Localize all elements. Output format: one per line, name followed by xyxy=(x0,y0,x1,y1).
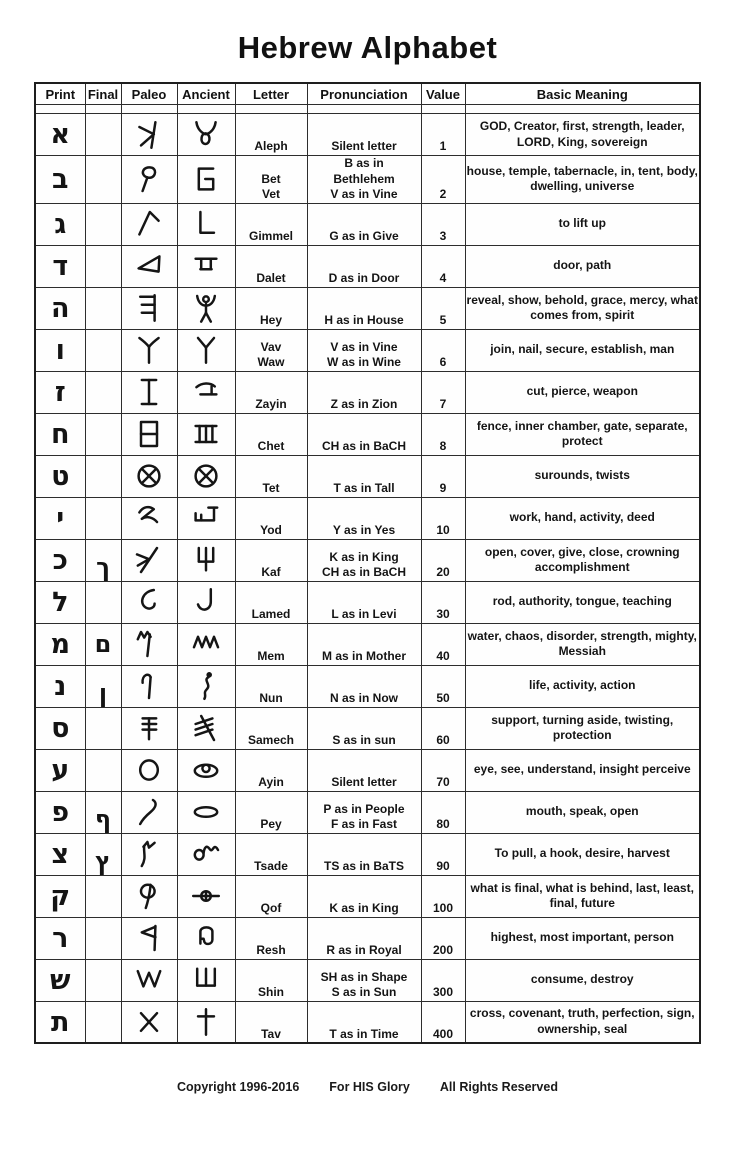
header-final: Final xyxy=(85,83,121,105)
print-letter: מ xyxy=(35,623,85,665)
samech-paleo-icon xyxy=(121,707,177,749)
final-letter-glyph: ץ xyxy=(95,847,111,876)
letter-name: Vav Waw xyxy=(235,329,307,371)
pronunciation: M as in Mother xyxy=(307,623,421,665)
table-row xyxy=(35,371,700,413)
mem-paleo-icon xyxy=(121,623,177,665)
nun-paleo-icon xyxy=(121,665,177,707)
pronunciation: D as in Door xyxy=(307,245,421,287)
table-row xyxy=(35,707,700,749)
vav-paleo-icon xyxy=(121,329,177,371)
header-paleo: Paleo xyxy=(121,83,177,105)
kaf-paleo-icon xyxy=(121,539,177,581)
basic-meaning: what is final, what is behind, last, least, final, future xyxy=(465,875,700,917)
numeric-value: 60 xyxy=(421,707,465,749)
chet-ancient-icon xyxy=(177,413,235,455)
header-value: Value xyxy=(421,83,465,105)
table-row xyxy=(35,114,700,156)
final-letter-glyph: ם xyxy=(94,630,112,659)
print-letter: ת xyxy=(35,1001,85,1043)
basic-meaning: water, chaos, disorder, strength, mighty, Messiah xyxy=(465,623,700,665)
letter-name: Samech xyxy=(235,707,307,749)
final-letter xyxy=(85,791,121,833)
aleph-ancient-icon xyxy=(177,114,235,156)
numeric-value: 2 xyxy=(421,156,465,204)
resh-ancient-icon xyxy=(177,917,235,959)
final-letter xyxy=(85,749,121,791)
numeric-value: 50 xyxy=(421,665,465,707)
numeric-value: 3 xyxy=(421,203,465,245)
final-letter xyxy=(85,156,121,204)
pronunciation: T as in Tall xyxy=(307,455,421,497)
basic-meaning: reveal, show, behold, grace, mercy, what comes from, spirit xyxy=(465,287,700,329)
numeric-value: 100 xyxy=(421,875,465,917)
aleph-paleo-icon xyxy=(121,114,177,156)
letter-name: Kaf xyxy=(235,539,307,581)
print-letter: ה xyxy=(35,287,85,329)
print-letter: כ xyxy=(35,539,85,581)
vav-ancient-icon xyxy=(177,329,235,371)
resh-paleo-icon xyxy=(121,917,177,959)
print-letter: ש xyxy=(35,959,85,1001)
table-row xyxy=(35,203,700,245)
print-letter: ר xyxy=(35,917,85,959)
letter-name: Shin xyxy=(235,959,307,1001)
pronunciation: SH as in Shape S as in Sun xyxy=(307,959,421,1001)
letter-name: Nun xyxy=(235,665,307,707)
hey-ancient-icon xyxy=(177,287,235,329)
numeric-value: 200 xyxy=(421,917,465,959)
rights-text: All Rights Reserved xyxy=(439,1080,558,1095)
pronunciation: B as in Bethlehem V as in Vine xyxy=(307,156,421,204)
basic-meaning: consume, destroy xyxy=(465,959,700,1001)
final-letter xyxy=(85,581,121,623)
final-letter xyxy=(85,1001,121,1043)
final-letter xyxy=(85,959,121,1001)
letter-name: Tet xyxy=(235,455,307,497)
header-letter: Letter xyxy=(235,83,307,105)
letter-name: Resh xyxy=(235,917,307,959)
qof-ancient-icon xyxy=(177,875,235,917)
pronunciation: K as in King xyxy=(307,875,421,917)
numeric-value: 7 xyxy=(421,371,465,413)
print-letter: ח xyxy=(35,413,85,455)
tsade-paleo-icon xyxy=(121,833,177,875)
numeric-value: 6 xyxy=(421,329,465,371)
lamed-ancient-icon xyxy=(177,581,235,623)
ayin-ancient-icon xyxy=(177,749,235,791)
letter-name: Tav xyxy=(235,1001,307,1043)
basic-meaning: eye, see, understand, insight perceive xyxy=(465,749,700,791)
letter-name: Aleph xyxy=(235,114,307,156)
chet-paleo-icon xyxy=(121,413,177,455)
table-row xyxy=(35,833,700,875)
letter-name: Hey xyxy=(235,287,307,329)
header-basic-meaning: Basic Meaning xyxy=(465,83,700,105)
basic-meaning: highest, most important, person xyxy=(465,917,700,959)
final-letter xyxy=(85,114,121,156)
print-letter: נ xyxy=(35,665,85,707)
basic-meaning: cut, pierce, weapon xyxy=(465,371,700,413)
pronunciation: S as in sun xyxy=(307,707,421,749)
print-letter: צ xyxy=(35,833,85,875)
samech-ancient-icon xyxy=(177,707,235,749)
final-letter xyxy=(85,203,121,245)
numeric-value: 90 xyxy=(421,833,465,875)
print-letter: י xyxy=(35,497,85,539)
final-letter xyxy=(85,329,121,371)
tet-paleo-icon xyxy=(121,455,177,497)
shin-paleo-icon xyxy=(121,959,177,1001)
pronunciation: L as in Levi xyxy=(307,581,421,623)
tav-ancient-icon xyxy=(177,1001,235,1043)
final-letter xyxy=(85,833,121,875)
table-row xyxy=(35,497,700,539)
tav-paleo-icon xyxy=(121,1001,177,1043)
print-letter: ו xyxy=(35,329,85,371)
numeric-value: 70 xyxy=(421,749,465,791)
letter-name: Zayin xyxy=(235,371,307,413)
basic-meaning: support, turning aside, twisting, protection xyxy=(465,707,700,749)
final-letter xyxy=(85,707,121,749)
letter-name: Bet Vet xyxy=(235,156,307,204)
final-letter xyxy=(85,245,121,287)
table-row xyxy=(35,623,700,665)
pronunciation: G as in Give xyxy=(307,203,421,245)
pey-ancient-icon xyxy=(177,791,235,833)
numeric-value: 4 xyxy=(421,245,465,287)
numeric-value: 10 xyxy=(421,497,465,539)
numeric-value: 80 xyxy=(421,791,465,833)
lamed-paleo-icon xyxy=(121,581,177,623)
numeric-value: 40 xyxy=(421,623,465,665)
pronunciation: V as in Vine W as in Wine xyxy=(307,329,421,371)
pronunciation: Silent letter xyxy=(307,114,421,156)
final-letter xyxy=(85,623,121,665)
header-pronunciation: Pronunciation xyxy=(307,83,421,105)
nun-ancient-icon xyxy=(177,665,235,707)
numeric-value: 300 xyxy=(421,959,465,1001)
letter-name: Pey xyxy=(235,791,307,833)
basic-meaning: join, nail, secure, establish, man xyxy=(465,329,700,371)
numeric-value: 1 xyxy=(421,114,465,156)
letter-name: Yod xyxy=(235,497,307,539)
pronunciation: K as in King CH as in BaCH xyxy=(307,539,421,581)
final-letter xyxy=(85,875,121,917)
print-letter: ל xyxy=(35,581,85,623)
final-letter-glyph: ן xyxy=(98,679,108,708)
final-letter xyxy=(85,497,121,539)
print-letter: א xyxy=(35,114,85,156)
print-letter: ג xyxy=(35,203,85,245)
pronunciation: T as in Time xyxy=(307,1001,421,1043)
dalet-paleo-icon xyxy=(121,245,177,287)
copyright-text: Copyright 1996-2016 xyxy=(177,1080,300,1095)
table-row xyxy=(35,156,700,204)
basic-meaning: fence, inner chamber, gate, separate, protect xyxy=(465,413,700,455)
table-row xyxy=(35,959,700,1001)
basic-meaning: work, hand, activity, deed xyxy=(465,497,700,539)
gimmel-paleo-icon xyxy=(121,203,177,245)
table-row xyxy=(35,791,700,833)
numeric-value: 9 xyxy=(421,455,465,497)
mem-ancient-icon xyxy=(177,623,235,665)
final-letter-glyph: ף xyxy=(94,805,112,834)
letter-name: Ayin xyxy=(235,749,307,791)
letter-name: Gimmel xyxy=(235,203,307,245)
numeric-value: 5 xyxy=(421,287,465,329)
hebrew-alphabet-table xyxy=(34,82,701,1044)
basic-meaning: cross, covenant, truth, perfection, sign, ownership, seal xyxy=(465,1001,700,1043)
hey-paleo-icon xyxy=(121,287,177,329)
letter-name: Dalet xyxy=(235,245,307,287)
pronunciation: Z as in Zion xyxy=(307,371,421,413)
print-letter: ס xyxy=(35,707,85,749)
final-letter xyxy=(85,287,121,329)
letter-name: Tsade xyxy=(235,833,307,875)
print-letter: ב xyxy=(35,156,85,204)
kaf-ancient-icon xyxy=(177,539,235,581)
table-row xyxy=(35,539,700,581)
basic-meaning: house, temple, tabernacle, in, tent, body, dwelling, universe xyxy=(465,156,700,204)
dalet-ancient-icon xyxy=(177,245,235,287)
dedication-text: For HIS Glory xyxy=(329,1080,410,1095)
basic-meaning: surounds, twists xyxy=(465,455,700,497)
pronunciation: CH as in BaCH xyxy=(307,413,421,455)
basic-meaning: mouth, speak, open xyxy=(465,791,700,833)
yod-paleo-icon xyxy=(121,497,177,539)
header-row xyxy=(35,83,700,105)
gimmel-ancient-icon xyxy=(177,203,235,245)
copyright-line xyxy=(0,1080,735,1094)
bet-paleo-icon xyxy=(121,156,177,204)
table-row xyxy=(35,875,700,917)
table-row xyxy=(35,245,700,287)
print-letter: ד xyxy=(35,245,85,287)
numeric-value: 30 xyxy=(421,581,465,623)
zayin-paleo-icon xyxy=(121,371,177,413)
basic-meaning: life, activity, action xyxy=(465,665,700,707)
basic-meaning: open, cover, give, close, crowning accomplishment xyxy=(465,539,700,581)
letter-name: Qof xyxy=(235,875,307,917)
pronunciation: Silent letter xyxy=(307,749,421,791)
table-row xyxy=(35,749,700,791)
basic-meaning: GOD, Creator, first, strength, leader, LORD, King, sovereign xyxy=(465,114,700,156)
letter-name: Lamed xyxy=(235,581,307,623)
print-letter: ז xyxy=(35,371,85,413)
basic-meaning: rod, authority, tongue, teaching xyxy=(465,581,700,623)
yod-ancient-icon xyxy=(177,497,235,539)
numeric-value: 400 xyxy=(421,1001,465,1043)
tet-ancient-icon xyxy=(177,455,235,497)
table-row xyxy=(35,455,700,497)
numeric-value: 20 xyxy=(421,539,465,581)
basic-meaning: To pull, a hook, desire, harvest xyxy=(465,833,700,875)
zayin-ancient-icon xyxy=(177,371,235,413)
letter-name: Chet xyxy=(235,413,307,455)
pronunciation: H as in House xyxy=(307,287,421,329)
letter-name: Mem xyxy=(235,623,307,665)
print-letter: ט xyxy=(35,455,85,497)
print-letter: ע xyxy=(35,749,85,791)
pronunciation: N as in Now xyxy=(307,665,421,707)
pronunciation: P as in People F as in Fast xyxy=(307,791,421,833)
basic-meaning: to lift up xyxy=(465,203,700,245)
header-spacer-row xyxy=(35,105,700,114)
header-print: Print xyxy=(35,83,85,105)
table-row xyxy=(35,413,700,455)
print-letter: ק xyxy=(35,875,85,917)
shin-ancient-icon xyxy=(177,959,235,1001)
pronunciation: R as in Royal xyxy=(307,917,421,959)
final-letter-glyph: ך xyxy=(96,553,110,582)
final-letter xyxy=(85,413,121,455)
pey-paleo-icon xyxy=(121,791,177,833)
final-letter xyxy=(85,665,121,707)
pronunciation: Y as in Yes xyxy=(307,497,421,539)
final-letter xyxy=(85,371,121,413)
table-row xyxy=(35,1001,700,1043)
print-letter: פ xyxy=(35,791,85,833)
pronunciation: TS as in BaTS xyxy=(307,833,421,875)
numeric-value: 8 xyxy=(421,413,465,455)
header-ancient: Ancient xyxy=(177,83,235,105)
table-row xyxy=(35,581,700,623)
ayin-paleo-icon xyxy=(121,749,177,791)
table-row xyxy=(35,329,700,371)
tsade-ancient-icon xyxy=(177,833,235,875)
table-row xyxy=(35,665,700,707)
final-letter xyxy=(85,917,121,959)
final-letter xyxy=(85,539,121,581)
page-title: Hebrew Alphabet xyxy=(237,30,498,65)
qof-paleo-icon xyxy=(121,875,177,917)
table-row xyxy=(35,287,700,329)
final-letter xyxy=(85,455,121,497)
table-row xyxy=(35,917,700,959)
basic-meaning: door, path xyxy=(465,245,700,287)
bet-ancient-icon xyxy=(177,156,235,204)
